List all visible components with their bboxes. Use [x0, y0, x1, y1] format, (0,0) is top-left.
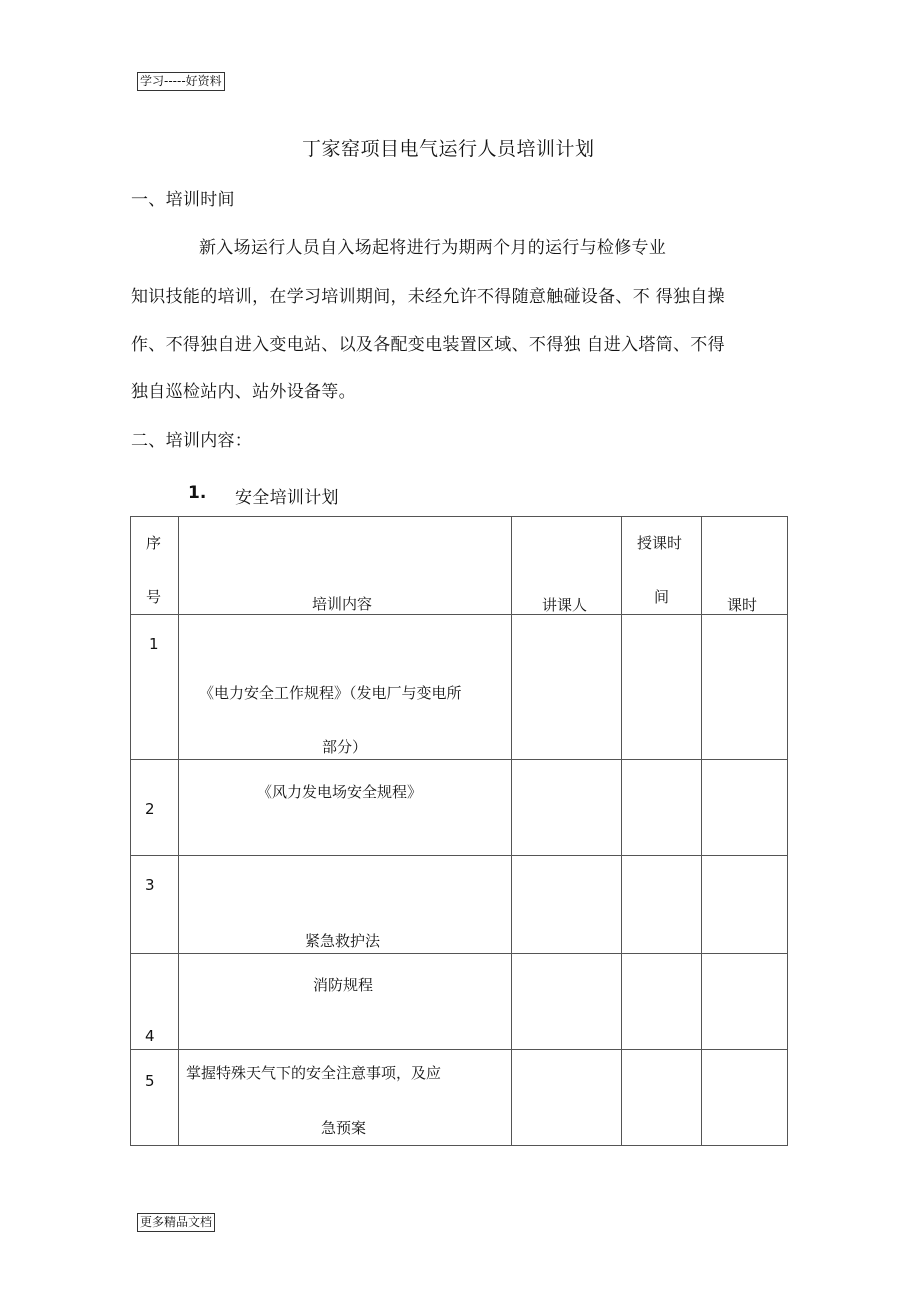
header-time-a: 授课时	[637, 534, 683, 552]
header-seq-cell	[131, 517, 179, 615]
header-hours-cell	[702, 517, 788, 615]
table-row	[131, 856, 788, 954]
section-heading-training-time: 一、培训时间	[131, 190, 235, 210]
row-content: 《电力安全工作规程》（发电厂与变电所	[199, 684, 462, 702]
table-row	[131, 615, 788, 760]
row-number: 5	[145, 1072, 155, 1090]
row-number: 4	[145, 1027, 155, 1045]
row-content: 紧急救护法	[305, 932, 381, 950]
header-stamp: 学习-----好资料	[137, 72, 225, 91]
header-lecturer: 讲课人	[542, 596, 588, 614]
header-time-cell	[622, 517, 702, 615]
row-number: 3	[145, 876, 155, 894]
paragraph-line-4: 独自巡检站内、站外设备等。	[131, 382, 356, 402]
row-number: 2	[145, 800, 155, 818]
section-heading-training-content: 二、培训内容：	[131, 431, 253, 451]
header-lecturer-cell	[512, 517, 622, 615]
subsection-title: 安全培训计划	[235, 488, 339, 508]
table-row	[131, 760, 788, 856]
row-content: 消防规程	[313, 976, 374, 994]
table-row	[131, 1050, 788, 1146]
paragraph-line-2: 知识技能的培训，在学习培训期间，未经允许不得随意触碰设备、不 得独自操	[131, 287, 725, 307]
subsection-number: 1.	[188, 483, 207, 503]
row-content-continued: 急预案	[321, 1119, 367, 1137]
row-content-continued: 部分）	[322, 738, 368, 756]
safety-training-table	[130, 516, 788, 1146]
header-time-b: 间	[654, 588, 670, 606]
header-content-cell	[179, 517, 512, 615]
row-content: 《风力发电场安全规程》	[257, 783, 423, 801]
header-seq-b: 号	[146, 588, 162, 606]
header-seq-a: 序	[146, 534, 162, 552]
row-number: 1	[149, 635, 159, 653]
paragraph-line-1: 新入场运行人员自入场起将进行为期两个月的运行与检修专业	[199, 238, 667, 258]
header-hours: 课时	[727, 596, 758, 614]
header-content: 培训内容	[312, 595, 373, 613]
document-title: 丁家窑项目电气运行人员培训计划	[302, 138, 595, 160]
paragraph-line-3: 作、不得独自进入变电站、以及各配变电装置区域、不得独 自进入塔筒、不得	[131, 335, 725, 355]
row-content: 掌握特殊天气下的安全注意事项，及应	[186, 1064, 442, 1082]
table-header-row	[131, 517, 788, 615]
table-row	[131, 954, 788, 1050]
footer-stamp: 更多精品文档	[137, 1213, 215, 1232]
